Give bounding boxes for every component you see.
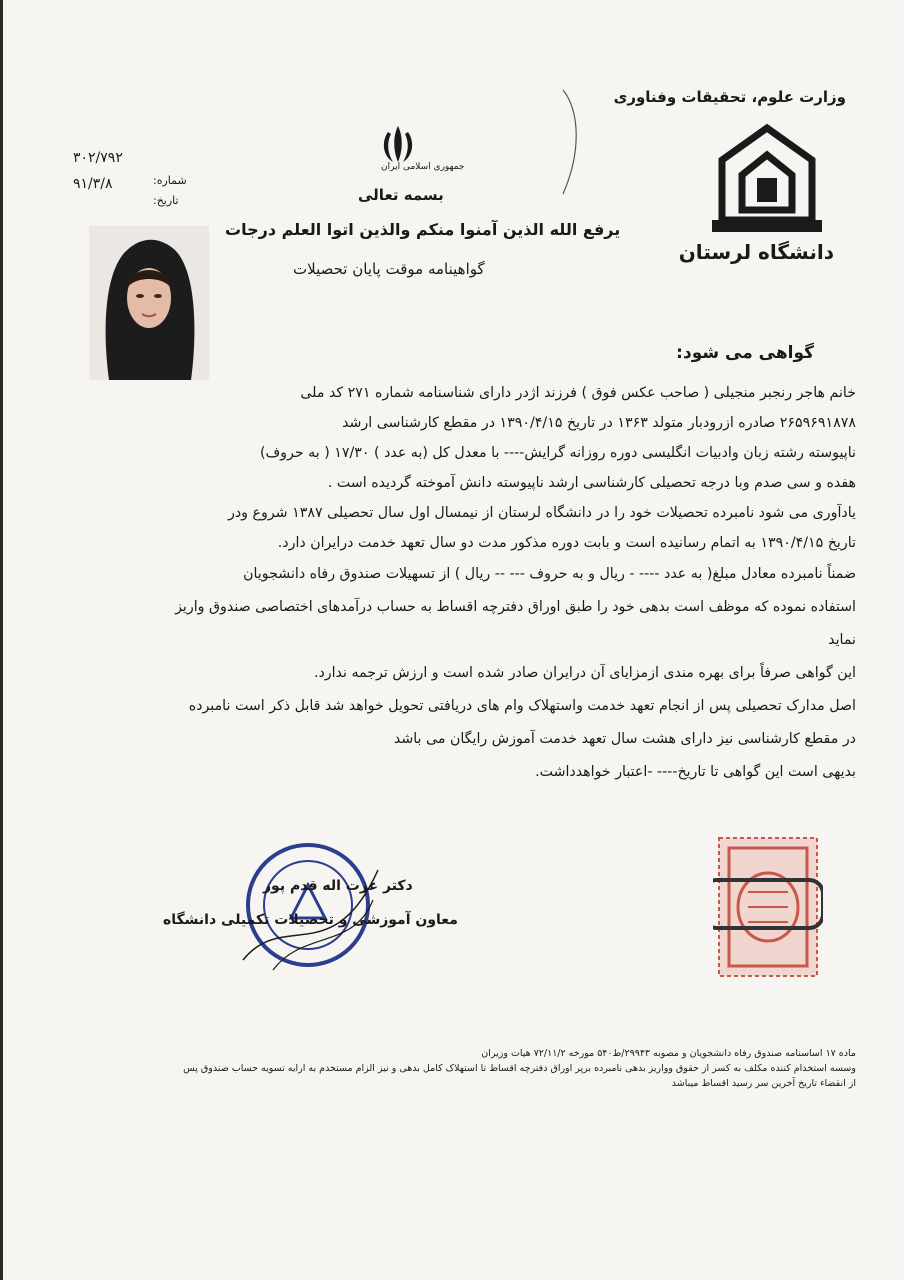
footer-notes — [46, 1046, 856, 1091]
bismillah: بسمه تعالی — [358, 186, 444, 204]
reference-number: ۳۰۲/۷۹۲ — [73, 150, 123, 166]
body-line: ۲۶۵۹۶۹۱۸۷۸ صادره ازرودبار متولد ۱۳۶۳ در تاریخ ۱۳۹۰/۴/۱۵ در مقطع کارشناسی ارشد — [342, 415, 856, 431]
footer-line: وسسه استخدام کننده مکلف به کسر از حقوق وواریز بدهی نامبرده برپر اوراق دفترچه اقساط تا استهلاک کامل بدهی و نیز الزام مستخدم به ارایه تسویه حساب صندوق پس — [183, 1063, 856, 1074]
body-line: تاریخ ۱۳۹۰/۴/۱۵ به اتمام رسانیده است و بابت دوره مذکور مدت دو سال تعهد خدمت درایران دارد. — [277, 535, 856, 551]
body-line: بدیهی است این گواهی تا تاریخ---- -اعتبار خواهدداشت. — [535, 764, 856, 780]
body-line: نماید — [828, 632, 856, 648]
certificate-title: گواهینامه موقت پایان تحصیلات — [293, 260, 485, 278]
body-line: یادآوری می شود نامبرده تحصیلات خود را در دانشگاه لرستان از نیمسال اول سال تحصیلی ۱۳۸۷ شروع ودر — [228, 505, 856, 521]
body-line: در مقطع کارشناسی نیز دارای هشت سال تعهد خدمت آموزش رایگان می باشد — [393, 731, 856, 747]
handwritten-mark — [523, 88, 603, 198]
signer-title: معاون آموزشی و تحصیلات تکمیلی دانشگاه — [163, 912, 458, 928]
body-line: خانم هاجر رنجبر منجیلی ( صاحب عکس فوق ) فرزند اژدر دارای شناسنامه شماره ۲۷۱ کد ملی — [300, 385, 856, 401]
signer-name: دکتر عزت اله قدم پور — [263, 878, 413, 894]
reference-date-label: تاریخ: — [153, 194, 179, 207]
body-line: ضمناً نامبرده معادل مبلغ( به عدد ---- - ریال و به حروف --- -- ریال ) از تسهیلات صندوق رفاه دانشجویان — [243, 566, 856, 582]
certificate-body — [46, 378, 856, 789]
body-line: ناپیوسته رشته زبان وادبیات انگلیسی دوره روزانه گرایش---- با معدل کل (به عدد ) ۱۷/۳۰ ( به حروف) — [259, 445, 856, 461]
university-logo — [712, 120, 822, 240]
ministry-name: وزارت علوم، تحقیقات وفناوری — [613, 88, 846, 106]
reference-date: ۹۱/۳/۸ — [73, 176, 113, 192]
footer-line: از انقضاء تاریخ آخرین سر رسید اقساط میباشد — [671, 1078, 856, 1089]
certificate-heading: گواهی می شود: — [676, 343, 814, 363]
body-line: اصل مدارک تحصیلی پس از انجام تعهد خدمت واستهلاک وام های دریافتی تحویل خواهد شد قابل ذکر است نامبرده — [188, 698, 856, 714]
body-line: این گواهی صرفاً برای بهره مندی ازمزایای آن درایران صادر شده است و ارزش ترجمه ندارد. — [313, 665, 856, 681]
body-line: استفاده نموده که موظف است بدهی خود را طبق اوراق دفترچه اقساط به حساب درآمدهای اختصاصی صندوق واریز — [175, 599, 856, 615]
quran-verse: یرفع الله الذین آمنوا منکم والذین اتوا العلم درجات — [225, 220, 621, 239]
body-line: هفده و سی صدم وبا درجه تحصیلی کارشناسی ارشد ناپیوسته دانش آموخته گردیده است . — [327, 475, 856, 491]
revenue-stamp — [713, 832, 823, 982]
emblem-caption: جمهوری اسلامی ایران — [381, 162, 465, 172]
university-name: دانشگاه لرستان — [678, 240, 834, 264]
university-seal — [233, 830, 383, 980]
student-photo — [89, 226, 209, 380]
footer-line: ماده ۱۷ اساسنامه صندوق رفاه دانشجویان و مصوبه ۲۹۹۴۳/ط۵۴۰ مورخه ۷۲/۱۱/۲ هیات وزیران — [481, 1048, 856, 1059]
reference-number-label: شماره: — [153, 174, 187, 187]
portrait-image — [89, 226, 209, 380]
